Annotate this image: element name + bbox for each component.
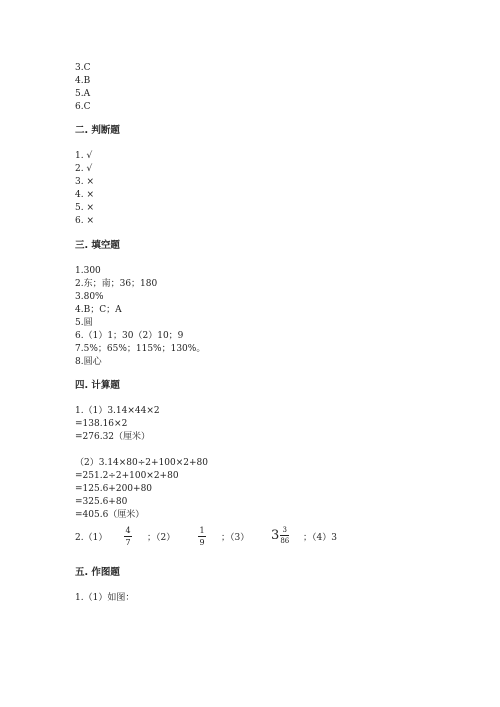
fraction-1-9 xyxy=(198,526,206,547)
q2-part4-label: ；（4）3 xyxy=(303,533,337,543)
section-heading: 四. 计算题 xyxy=(75,380,120,391)
q2-part2-label: ；（2） xyxy=(147,533,176,543)
fraction-bar xyxy=(280,535,289,536)
answer-line: 4. × xyxy=(75,190,94,200)
fraction-4-7 xyxy=(124,526,132,547)
q2-part3-label: ；（3） xyxy=(221,533,250,543)
section-heading: 二. 判断题 xyxy=(75,125,120,136)
answer-line: 1. √ xyxy=(75,151,93,161)
calc-line: =325.6+80 xyxy=(75,497,128,507)
fraction-denominator: 9 xyxy=(199,538,205,547)
mixed-number xyxy=(271,526,289,545)
answer-line: 4.B；C；A xyxy=(75,305,122,315)
answer-line: 8.圆心 xyxy=(75,357,102,367)
answer-line: 2. √ xyxy=(75,164,93,174)
mixed-fraction xyxy=(280,526,289,545)
answer-line: 5.圆 xyxy=(75,318,93,328)
answer-line: 6. × xyxy=(75,216,94,226)
answer-line: 2.东；南；36；180 xyxy=(75,279,158,289)
answer-line: 1.（1）如图： xyxy=(75,593,135,603)
calc-line: （2）3.14×80÷2+100×2+80 xyxy=(75,458,209,468)
answer-line: 6.C xyxy=(75,102,91,112)
mixed-whole: 3 xyxy=(271,528,280,543)
fraction-denominator: 7 xyxy=(125,538,131,547)
calc-line: 1.（1）3.14×44×2 xyxy=(75,406,160,416)
calc-line: =251.2÷2+100×2+80 xyxy=(75,471,179,481)
fraction-numerator: 1 xyxy=(199,526,205,535)
fraction-numerator: 3 xyxy=(282,526,288,534)
calc-line: =125.6+200+80 xyxy=(75,484,153,494)
section-heading: 三. 填空题 xyxy=(75,240,120,251)
answer-line: 3. × xyxy=(75,177,94,187)
q2-part1-label: 2.（1） xyxy=(75,533,108,543)
calc-line: =405.6（厘米） xyxy=(75,510,145,520)
section-heading: 五. 作图题 xyxy=(75,567,120,578)
answer-line: 3.80% xyxy=(75,292,104,302)
calc-line: =138.16×2 xyxy=(75,419,128,429)
answer-line: 5.A xyxy=(75,89,91,99)
answer-line: 7.5%；65%；115%；130%。 xyxy=(75,344,206,354)
calc-line: =276.32（厘米） xyxy=(75,432,151,442)
answer-line: 5. × xyxy=(75,203,94,213)
fraction-numerator: 4 xyxy=(125,526,131,535)
answer-line: 1.300 xyxy=(75,266,101,276)
fraction-denominator: 86 xyxy=(280,537,290,545)
fraction-bar xyxy=(124,536,132,537)
answer-line: 6.（1）1；30（2）10；9 xyxy=(75,331,184,341)
answer-line: 4.B xyxy=(75,76,91,86)
answer-line: 3.C xyxy=(75,63,91,73)
fraction-bar xyxy=(198,536,206,537)
